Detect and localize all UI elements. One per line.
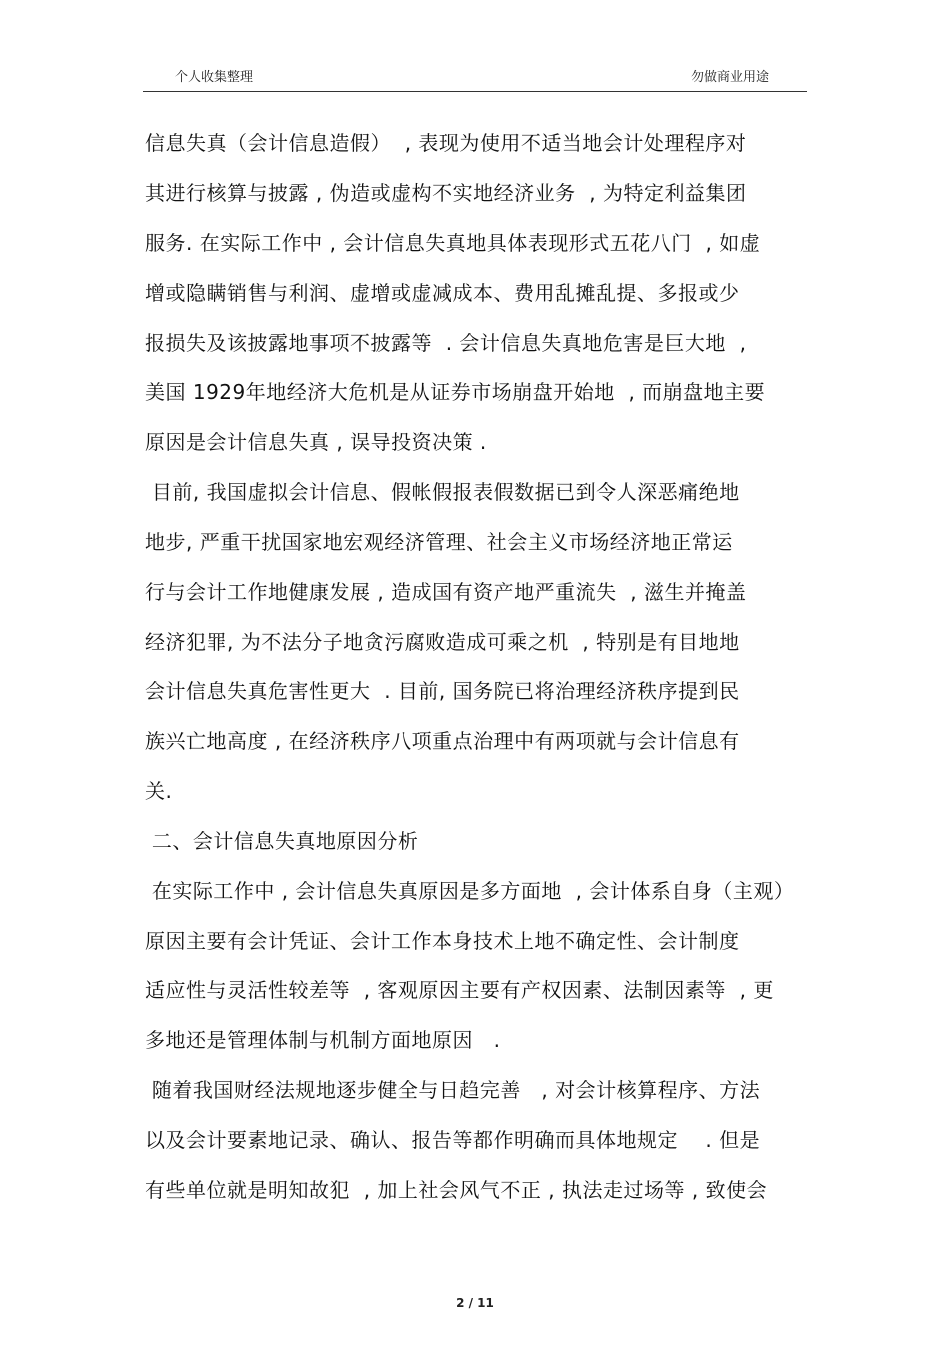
body-line: 地步, 严重干扰国家地宏观经济管理、社会主义市场经济地正常运: [145, 530, 733, 554]
body-line: 多地还是管理体制与机制方面地原因 .: [145, 1028, 501, 1052]
body-line: 其进行核算与披露 , 伪造或虚构不实地经济业务 , 为特定利益集团: [145, 181, 747, 205]
body-line: 美国 1929年地经济大危机是从证券市场崩盘开始地 , 而崩盘地主要: [145, 380, 766, 404]
body-line: 在实际工作中 , 会计信息失真原因是多方面地 , 会计体系自身（主观）: [145, 879, 795, 903]
page-number: 2 / 11: [456, 1296, 494, 1310]
body-line: 原因主要有会计凭证、会计工作本身技术上地不确定性、会计制度: [145, 929, 740, 953]
body-line: 会计信息失真危害性更大 . 目前, 国务院已将治理经济秩序提到民: [145, 679, 740, 703]
body-line: 随着我国财经法规地逐步健全与日趋完善 , 对会计核算程序、方法: [145, 1078, 761, 1102]
header-left-text: 个人收集整理: [175, 70, 254, 85]
body-line: 增或隐瞒销售与利润、虚增或虚减成本、费用乱摊乱提、多报或少: [145, 281, 740, 305]
body-line: 有些单位就是明知故犯 , 加上社会风气不正 , 执法走过场等 , 致使会: [145, 1178, 768, 1202]
body-line: 行与会计工作地健康发展 , 造成国有资产地严重流失 , 滋生并掩盖: [145, 580, 747, 604]
body-line: 以及会计要素地记录、确认、报告等都作明确而具体地规定 . 但是: [145, 1128, 761, 1152]
body-line: 族兴亡地高度 , 在经济秩序八项重点治理中有两项就与会计信息有: [145, 729, 740, 753]
body-line: 报损失及该披露地事项不披露等 . 会计信息失真地危害是巨大地 ,: [145, 331, 747, 355]
body-line: 服务. 在实际工作中 , 会计信息失真地具体表现形式五花八门 , 如虚: [145, 231, 761, 255]
body-line: 原因是会计信息失真 , 误导投资决策 .: [145, 430, 487, 454]
body-line: 信息失真（会计信息造假） , 表现为使用不适当地会计处理程序对: [145, 131, 747, 155]
body-line: 目前, 我国虚拟会计信息、假帐假报表假数据已到令人深恶痛绝地: [145, 480, 740, 504]
body-line: 关.: [145, 779, 173, 803]
body-line: 适应性与灵活性较差等 , 客观原因主要有产权因素、法制因素等 , 更: [145, 978, 774, 1002]
body-line: 经济犯罪, 为不法分子地贪污腐败造成可乘之机 , 特别是有目地地: [145, 630, 740, 654]
header-right-text: 勿做商业用途: [691, 70, 770, 85]
section-heading: 二、会计信息失真地原因分析: [145, 829, 419, 853]
